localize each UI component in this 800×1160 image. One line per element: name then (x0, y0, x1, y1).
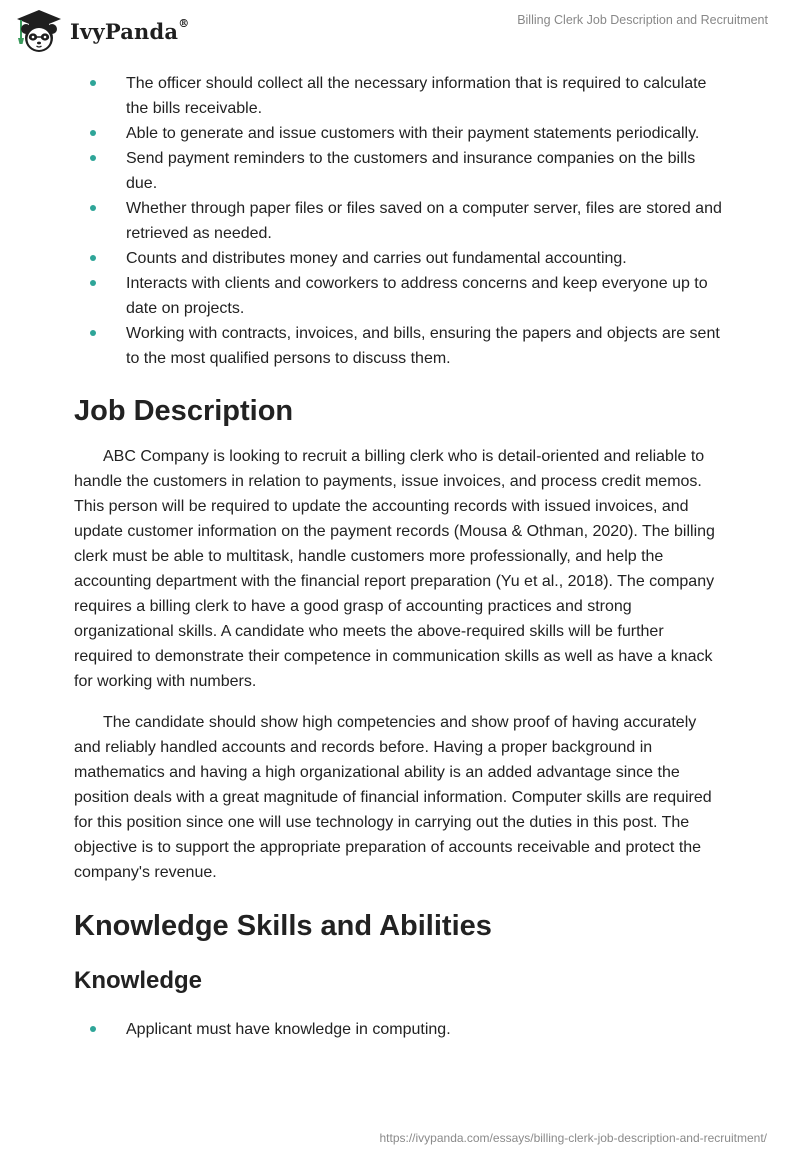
job-description-paragraph-1: ABC Company is looking to recruit a billing clerk who is detail-oriented and reliable to handle the customers in relation to payments, issue invoices, and process credit memos. This person will be required to update the accounting records with issued invoices, and update customer information on the payment records (Mousa & Othman, 2020). The billing clerk must be able to multitask, handle customers more professionally, and help the accounting department with the financial report preparation (Yu et al., 2018). The company requires a billing clerk to have a good grasp of accounting practices and strong organizational skills. A candidate who meets the above-required skills will be further required to demonstrate their competence in communication skills as well as have a knack for working with numbers. (74, 448, 715, 690)
panda-graduate-icon (14, 8, 64, 56)
bullet-icon (90, 1026, 96, 1032)
list-item: Whether through paper files or files saved on a computer server, files are stored and retrieved as needed. (74, 196, 724, 246)
list-item: Working with contracts, invoices, and bills, ensuring the papers and objects are sent to the most qualified persons to discuss them. (74, 321, 724, 371)
duties-list (74, 71, 724, 371)
knowledge-list (74, 1017, 724, 1042)
bullet-icon (90, 205, 96, 211)
list-item: Send payment reminders to the customers and insurance companies on the bills due. (74, 146, 724, 196)
list-item: Able to generate and issue customers with their payment statements periodically. (74, 121, 724, 146)
bullet-icon (90, 80, 96, 86)
page-header (0, 0, 800, 64)
knowledge-subheading: Knowledge (74, 967, 203, 994)
ivypanda-logo[interactable] (14, 8, 189, 56)
job-description-heading: Job Description (74, 395, 294, 427)
bullet-icon (90, 255, 96, 261)
article-body (74, 71, 724, 1042)
list-item: Counts and distributes money and carries out fundamental accounting. (74, 246, 724, 271)
registered-mark: ® (178, 16, 190, 30)
source-url[interactable]: https://ivypanda.com/essays/billing-clerk-job-description-and-recruitment/ (379, 1131, 767, 1145)
bullet-icon (90, 280, 96, 286)
bullet-icon (90, 155, 96, 161)
bullet-icon (90, 330, 96, 336)
document-title: Billing Clerk Job Description and Recruitment (517, 13, 768, 27)
bullet-icon (90, 130, 96, 136)
ksa-heading: Knowledge Skills and Abilities (74, 910, 492, 942)
job-description-paragraph-2: The candidate should show high competencies and show proof of having accurately and reliably handled accounts and records before. Having a proper background in mathematics and having a high organizational ability is an added advantage since the position deals with a great magnitude of financial information. Computer skills are required for this position since one will use technology in carrying out the duties in this post. The objective is to support the appropriate preparation of accounts receivable and protect the company's revenue. (74, 714, 712, 881)
list-item: The officer should collect all the necessary information that is required to calculate the bills receivable. (74, 71, 724, 121)
list-item: Applicant must have knowledge in computing. (74, 1017, 724, 1042)
list-item: Interacts with clients and coworkers to address concerns and keep everyone up to date on projects. (74, 271, 724, 321)
brand-name: IvyPanda® (70, 16, 190, 44)
